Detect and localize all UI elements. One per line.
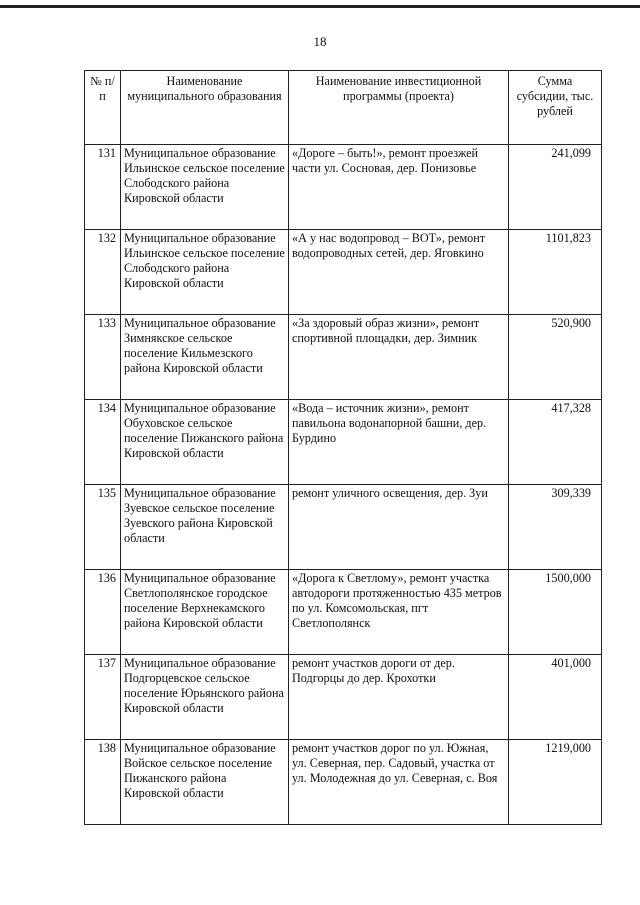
header-amount: Сумма субсидии, тыс. рублей <box>509 71 602 145</box>
header-program: Наименование инвестиционной программы (проекта) <box>289 71 509 145</box>
amount-cell: 520,900 <box>509 315 602 400</box>
municipality-cell: Муниципальное образование Подгорцевское сельское поселение Юрьянского района Кировской области <box>121 655 289 740</box>
amount-cell: 1101,823 <box>509 230 602 315</box>
amount-cell: 417,328 <box>509 400 602 485</box>
amount-cell: 1219,000 <box>509 740 602 825</box>
amount-cell: 241,099 <box>509 145 602 230</box>
table-row <box>85 230 602 315</box>
subsidy-table <box>84 70 602 825</box>
table-row <box>85 740 602 825</box>
row-number: 136 <box>85 570 121 655</box>
row-number: 135 <box>85 485 121 570</box>
table-row <box>85 655 602 740</box>
table-row <box>85 570 602 655</box>
header-municipality: Наименование муниципального образования <box>121 71 289 145</box>
table-row <box>85 400 602 485</box>
row-number: 138 <box>85 740 121 825</box>
program-cell: «Дорога к Светлому», ремонт участка автодороги протяженностью 435 метров по ул. Комсомольская, пгт Светлополянск <box>289 570 509 655</box>
row-number: 131 <box>85 145 121 230</box>
page-number: 18 <box>313 34 327 49</box>
municipality-cell: Муниципальное образование Обуховское сельское поселение Пижанского района Кировской области <box>121 400 289 485</box>
row-number: 133 <box>85 315 121 400</box>
program-cell: «Вода – источник жизни», ремонт павильона водонапорной башни, дер. Бурдино <box>289 400 509 485</box>
header-number: № п/п <box>85 71 121 145</box>
municipality-cell: Муниципальное образование Ильинское сельское поселение Слободского района Кировской области <box>121 145 289 230</box>
municipality-cell: Муниципальное образование Войское сельское поселение Пижанского района Кировской области <box>121 740 289 825</box>
top-rule <box>0 5 640 8</box>
amount-cell: 1500,000 <box>509 570 602 655</box>
row-number: 132 <box>85 230 121 315</box>
municipality-cell: Муниципальное образование Ильинское сельское поселение Слободского района Кировской области <box>121 230 289 315</box>
program-cell: «А у нас водопровод – ВОТ», ремонт водопроводных сетей, дер. Яговкино <box>289 230 509 315</box>
program-cell: «Дороге – быть!», ремонт проезжей части ул. Сосновая, дер. Понизовье <box>289 145 509 230</box>
program-cell: ремонт участков дорог по ул. Южная, ул. Северная, пер. Садовый, участка от ул. Молодежная до ул. Северная, с. Воя <box>289 740 509 825</box>
program-cell: «За здоровый образ жизни», ремонт спортивной площадки, дер. Зимник <box>289 315 509 400</box>
table-row <box>85 145 602 230</box>
municipality-cell: Муниципальное образование Зуевское сельское поселение Зуевского района Кировской области <box>121 485 289 570</box>
row-number: 137 <box>85 655 121 740</box>
program-cell: ремонт участков дороги от дер. Подгорцы до дер. Крохотки <box>289 655 509 740</box>
table-row <box>85 485 602 570</box>
table-header-row <box>85 71 602 145</box>
program-cell: ремонт уличного освещения, дер. Зуи <box>289 485 509 570</box>
row-number: 134 <box>85 400 121 485</box>
municipality-cell: Муниципальное образование Зимнякское сельское поселение Кильмезского района Кировской области <box>121 315 289 400</box>
amount-cell: 309,339 <box>509 485 602 570</box>
municipality-cell: Муниципальное образование Светлополянское городское поселение Верхнекамского района Кировской области <box>121 570 289 655</box>
table-row <box>85 315 602 400</box>
amount-cell: 401,000 <box>509 655 602 740</box>
